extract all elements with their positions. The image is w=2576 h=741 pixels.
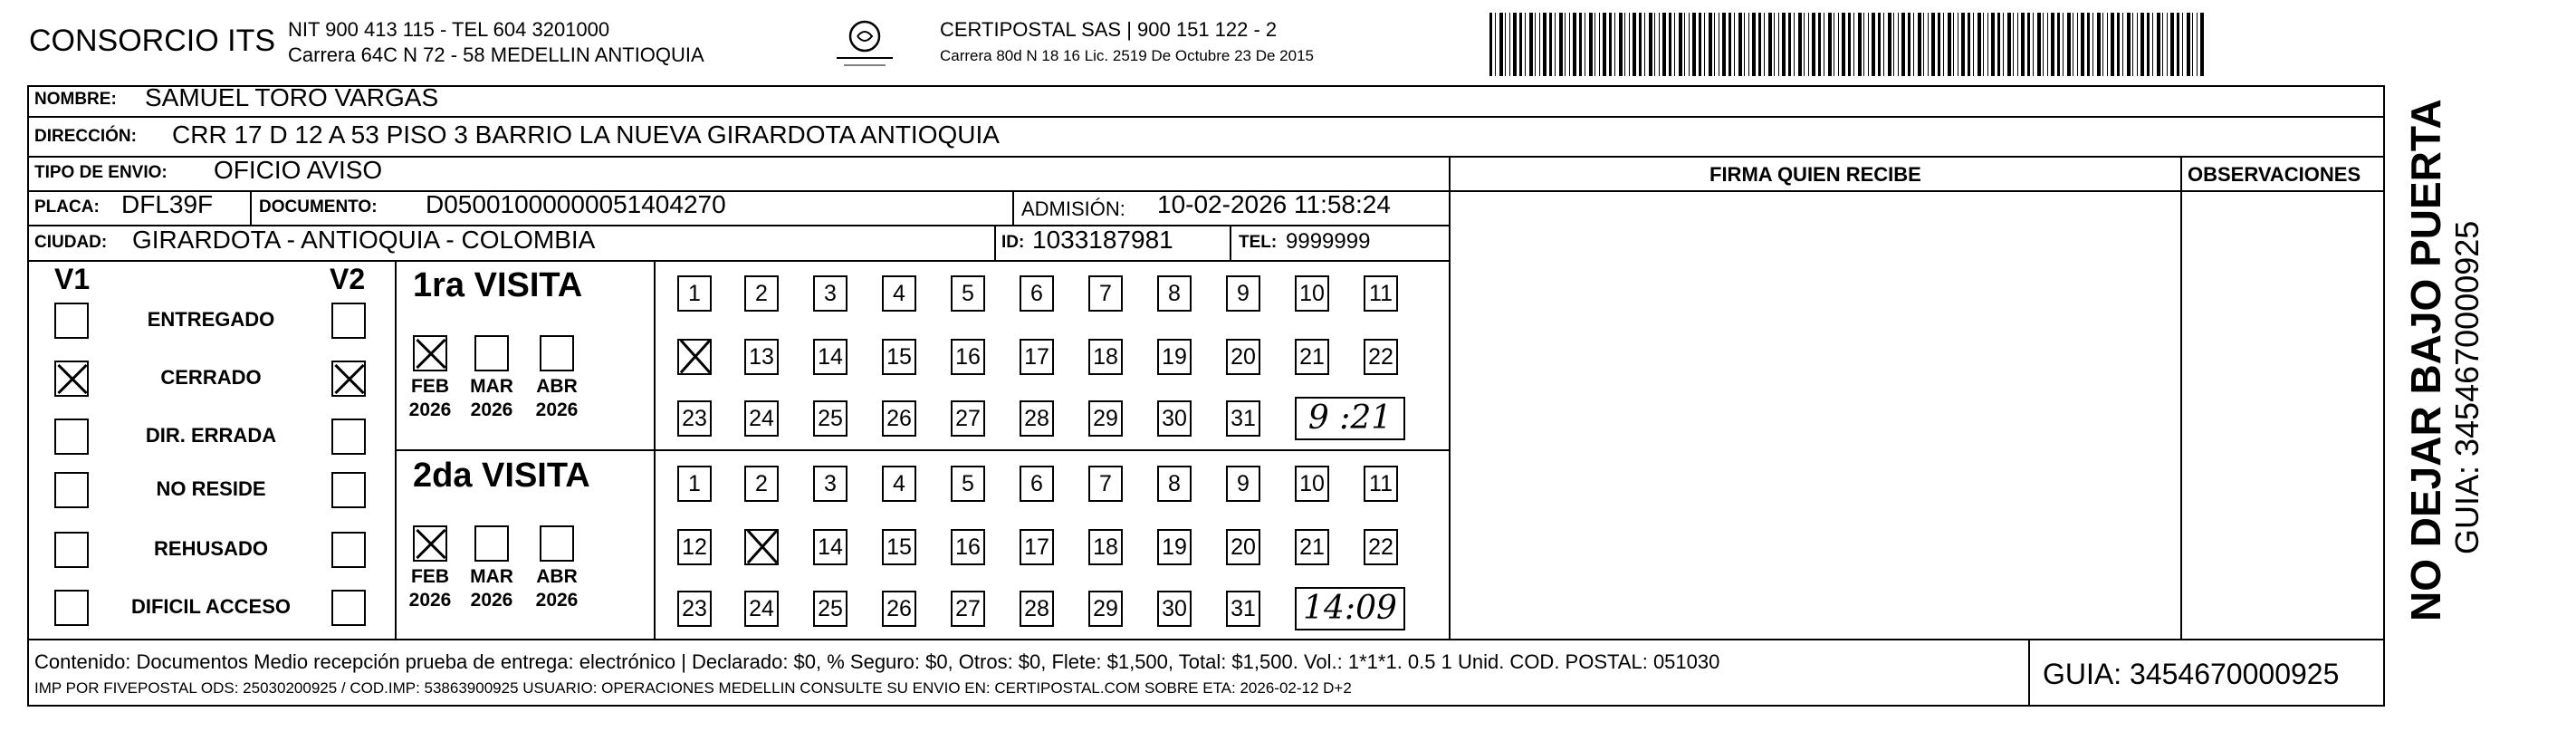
day-box[interactable]: 11 (1364, 275, 1398, 312)
nombre-label: NOMBRE: (34, 90, 117, 109)
day-box[interactable]: 14 (813, 529, 847, 565)
day-box[interactable]: 21 (1295, 529, 1329, 565)
carrier-name: CERTIPOSTAL SAS | 900 151 122 - 2 (940, 18, 1278, 41)
day-box[interactable]: 28 (1020, 400, 1054, 437)
status-label: DIFICIL ACCESO (130, 595, 291, 618)
day-box[interactable]: 30 (1157, 591, 1192, 627)
day-box[interactable]: 24 (744, 591, 779, 627)
day-box[interactable]: 15 (882, 339, 916, 375)
tipo-envio-label: TIPO DE ENVIO: (34, 163, 168, 182)
tipo-envio-value: OFICIO AVISO (214, 156, 383, 184)
v2-header: V2 (330, 263, 366, 295)
day-box[interactable]: 11 (1364, 466, 1398, 502)
month-year: 2026 (408, 590, 452, 611)
day-box[interactable]: 20 (1226, 339, 1260, 375)
day-box[interactable]: 4 (882, 466, 916, 502)
barcode (1489, 13, 2205, 76)
month-checkbox[interactable] (413, 335, 447, 371)
status-checkbox-v2[interactable] (331, 361, 366, 397)
day-box[interactable]: 15 (882, 529, 916, 565)
day-box[interactable]: 27 (951, 591, 985, 627)
admision-value: 10-02-2026 11:58:24 (1157, 190, 1391, 218)
direccion-label: DIRECCIÓN: (34, 127, 137, 146)
company-nit: NIT 900 413 115 - TEL 604 3201000 (288, 18, 610, 41)
nombre-value: SAMUEL TORO VARGAS (145, 83, 439, 111)
month-checkbox[interactable] (540, 335, 574, 371)
tel-label: TEL: (1239, 233, 1278, 252)
company-name: CONSORCIO ITS (29, 24, 276, 58)
month-checkbox[interactable] (474, 525, 509, 562)
day-box[interactable]: 9 (1226, 466, 1260, 502)
status-label: CERRADO (160, 366, 262, 389)
day-box[interactable]: 5 (951, 275, 985, 312)
day-box[interactable] (744, 529, 779, 565)
status-checkbox-v1[interactable] (54, 472, 89, 508)
day-box[interactable]: 30 (1157, 400, 1192, 437)
day-box[interactable]: 23 (677, 400, 712, 437)
company-address: Carrera 64C N 72 - 58 MEDELLIN ANTIOQUIA (288, 43, 704, 66)
month-year: 2026 (470, 399, 513, 420)
month-checkbox[interactable] (474, 335, 509, 371)
day-box[interactable]: 6 (1020, 275, 1054, 312)
status-checkbox-v1[interactable] (54, 361, 89, 397)
ciudad-value: GIRARDOTA - ANTIOQUIA - COLOMBIA (132, 226, 596, 254)
day-box[interactable]: 19 (1157, 529, 1192, 565)
day-box[interactable]: 29 (1088, 591, 1123, 627)
day-box[interactable]: 4 (882, 275, 916, 312)
direccion-value: CRR 17 D 12 A 53 PISO 3 BARRIO LA NUEVA GIRARDOTA ANTIOQUIA (172, 120, 1000, 149)
status-label: ENTREGADO (147, 308, 275, 331)
day-box[interactable]: 8 (1157, 466, 1192, 502)
day-box[interactable]: 25 (813, 591, 847, 627)
month-name: MAR (470, 376, 513, 397)
day-box[interactable]: 14 (813, 339, 847, 375)
month-name: ABR (536, 566, 578, 587)
day-box[interactable]: 26 (882, 400, 916, 437)
day-box[interactable]: 25 (813, 400, 847, 437)
status-checkbox-v1[interactable] (54, 419, 89, 455)
status-label: REHUSADO (154, 537, 268, 560)
day-box[interactable]: 28 (1020, 591, 1054, 627)
status-checkbox-v2[interactable] (331, 532, 366, 568)
day-box[interactable]: 6 (1020, 466, 1054, 502)
visit-time: 9 :21 (1295, 397, 1405, 440)
day-box[interactable]: 7 (1088, 466, 1123, 502)
month-label (464, 565, 520, 612)
documento-value: D05001000000051404270 (426, 190, 726, 218)
day-box[interactable]: 27 (951, 400, 985, 437)
day-box[interactable]: 20 (1226, 529, 1260, 565)
day-box[interactable]: 5 (951, 466, 985, 502)
day-box[interactable]: 21 (1295, 339, 1329, 375)
status-checkbox-v2[interactable] (331, 590, 366, 626)
month-name: FEB (411, 566, 449, 587)
footer-contenido: Contenido: Documentos Medio recepción prueba de entrega: electrónico | Declarado: $0, % Seguro: $0, Otros: $0, Flete: $1,500, Total: $1,500. Vol.: 1*1*1. 0.5 1 Unid. COD. POSTAL: 051030 (34, 650, 1720, 673)
day-box[interactable]: 17 (1020, 339, 1054, 375)
month-checkbox[interactable] (413, 525, 447, 562)
day-box[interactable]: 7 (1088, 275, 1123, 312)
visit-title: 1ra VISITA (413, 266, 583, 304)
day-box[interactable]: 1 (677, 275, 712, 312)
day-box[interactable]: 24 (744, 400, 779, 437)
month-label (402, 565, 458, 612)
documento-label: DOCUMENTO: (259, 197, 378, 217)
status-checkbox-v1[interactable] (54, 590, 89, 626)
carrier-address: Carrera 80d N 18 16 Lic. 2519 De Octubre 23 De 2015 (940, 47, 1314, 64)
id-value: 1033187981 (1032, 226, 1173, 254)
footer-guia: GUIA: 3454670000925 (2043, 658, 2340, 690)
id-label: ID: (1001, 233, 1025, 252)
day-box[interactable]: 12 (677, 529, 712, 565)
month-name: ABR (536, 376, 578, 397)
month-year: 2026 (470, 590, 513, 611)
status-checkbox-v2[interactable] (331, 303, 366, 339)
day-box[interactable]: 29 (1088, 400, 1123, 437)
month-label (402, 375, 458, 422)
day-box[interactable]: 10 (1295, 466, 1329, 502)
day-box[interactable]: 17 (1020, 529, 1054, 565)
month-label (464, 375, 520, 422)
status-checkbox-v2[interactable] (331, 472, 366, 508)
visit-title: 2da VISITA (413, 457, 590, 495)
day-box[interactable] (677, 339, 712, 375)
certipostal-logo (831, 18, 898, 74)
placa-label: PLACA: (34, 197, 100, 217)
admision-label: ADMISIÓN: (1021, 197, 1125, 220)
day-box[interactable]: 31 (1226, 400, 1260, 437)
day-box[interactable]: 23 (677, 591, 712, 627)
day-box[interactable]: 13 (744, 339, 779, 375)
status-label: NO RESIDE (156, 477, 266, 500)
day-box[interactable]: 16 (951, 529, 985, 565)
day-box[interactable]: 31 (1226, 591, 1260, 627)
side-guia: GUIA: 3454670000925 (2448, 220, 2485, 554)
side-warning: NO DEJAR BAJO PUERTA (2402, 99, 2449, 621)
day-box[interactable]: 10 (1295, 275, 1329, 312)
day-box[interactable]: 26 (882, 591, 916, 627)
firma-header: FIRMA QUIEN RECIBE (1709, 163, 1921, 186)
month-name: FEB (411, 376, 449, 397)
day-box[interactable]: 16 (951, 339, 985, 375)
status-checkbox-v2[interactable] (331, 419, 366, 455)
month-year: 2026 (535, 590, 579, 611)
footer-imp: IMP POR FIVEPOSTAL ODS: 25030200925 / COD.IMP: 53863900925 USUARIO: OPERACIONES MEDELLIN CONSULTE SU ENVIO EN: CERTIPOSTAL.COM SOBRE ETA: 2026-02-12 D+2 (34, 679, 1352, 697)
status-label: DIR. ERRADA (145, 424, 277, 447)
day-box[interactable]: 18 (1088, 339, 1123, 375)
tel-value: 9999999 (1286, 229, 1371, 254)
placa-value: DFL39F (121, 190, 214, 218)
month-checkbox[interactable] (540, 525, 574, 562)
day-box[interactable]: 19 (1157, 339, 1192, 375)
day-box[interactable]: 2 (744, 466, 779, 502)
month-name: MAR (470, 566, 513, 587)
ciudad-label: CIUDAD: (34, 233, 108, 252)
month-year: 2026 (408, 399, 452, 420)
day-box[interactable]: 22 (1364, 339, 1398, 375)
day-box[interactable]: 8 (1157, 275, 1192, 312)
visit-time: 14:09 (1295, 587, 1405, 630)
month-label (529, 375, 585, 422)
day-box[interactable]: 3 (813, 275, 847, 312)
month-label (529, 565, 585, 612)
day-box[interactable]: 1 (677, 466, 712, 502)
day-box[interactable]: 9 (1226, 275, 1260, 312)
status-checkbox-v1[interactable] (54, 303, 89, 339)
day-box[interactable]: 18 (1088, 529, 1123, 565)
status-checkbox-v1[interactable] (54, 532, 89, 568)
day-box[interactable]: 2 (744, 275, 779, 312)
v1-header: V1 (54, 263, 91, 295)
month-year: 2026 (535, 399, 579, 420)
day-box[interactable]: 22 (1364, 529, 1398, 565)
observaciones-header: OBSERVACIONES (2188, 163, 2361, 186)
day-box[interactable]: 3 (813, 466, 847, 502)
